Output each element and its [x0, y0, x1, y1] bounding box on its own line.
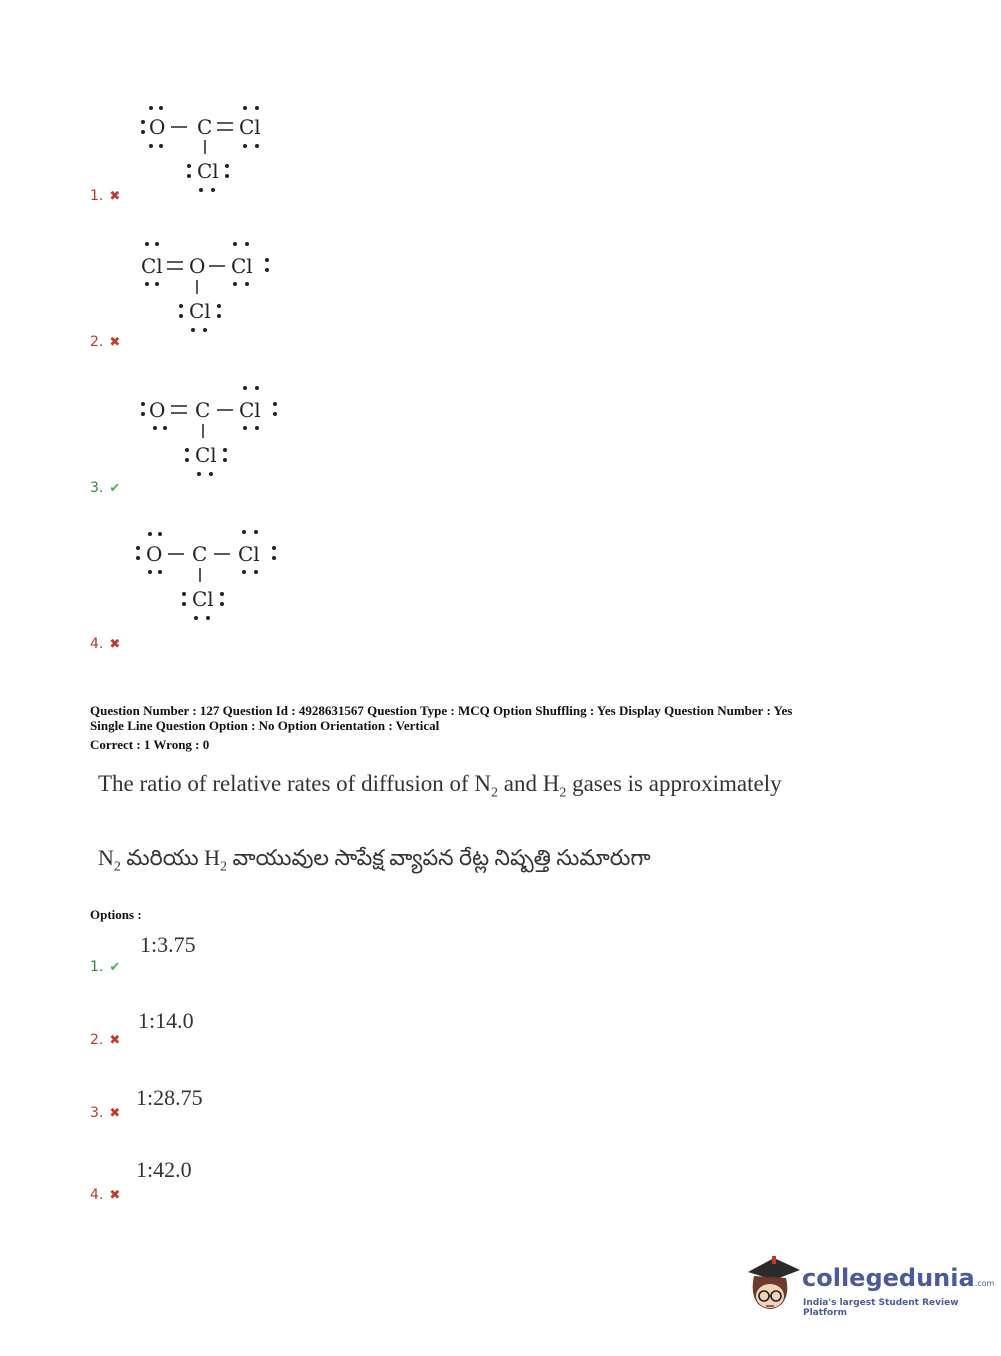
score-line: Correct : 1 Wrong : 0: [90, 737, 210, 752]
lewis-structure-option-3: [135, 380, 295, 490]
option-number: 2. ✖: [90, 334, 121, 350]
option-number: 1. ✖: [90, 188, 121, 204]
option-number: 2. ✖: [90, 1032, 121, 1048]
wrong-mark-icon: ✖: [109, 1188, 121, 1203]
question-meta-line2: Single Line Question Option : No Option Orientation : Vertical: [90, 718, 440, 733]
atom-left: Cl: [141, 254, 163, 278]
option-number: 3. ✔: [90, 480, 121, 496]
atom-center: C: [197, 115, 213, 139]
question-meta: [90, 703, 950, 733]
option-number: 1. ✔: [90, 959, 121, 975]
option-number: 4. ✖: [90, 1187, 121, 1203]
option-value: 1:42.0: [136, 1157, 192, 1182]
wrong-mark-icon: ✖: [109, 637, 121, 652]
correct-check-icon: ✔: [109, 960, 121, 975]
atom-center: C: [195, 398, 211, 422]
atom-right: Cl: [239, 115, 261, 139]
option-value: 1:28.75: [136, 1085, 203, 1110]
logo-wordmark: collegedunia.com: [802, 1264, 995, 1292]
wrong-mark-icon: ✖: [109, 1106, 121, 1121]
option-number: 4. ✖: [90, 636, 121, 652]
question-meta-line1: Question Number : 127 Question Id : 4928631567 Question Type : MCQ Option Shuffling : Yes Display Question Number : Yes: [90, 703, 793, 718]
options-label: Options :: [90, 907, 142, 922]
atom-center: O: [189, 254, 206, 278]
wrong-mark-icon: ✖: [109, 1033, 121, 1048]
atom-left: O: [149, 115, 166, 139]
atom-right: Cl: [238, 542, 260, 566]
atom-left: O: [146, 542, 163, 566]
atom-bottom: Cl: [189, 299, 211, 323]
lewis-structure-option-4: [130, 524, 290, 634]
atom-right: Cl: [231, 254, 253, 278]
option-number: 3. ✖: [90, 1105, 121, 1121]
logo-tagline: India's largest Student Review Platform: [803, 1298, 959, 1318]
wrong-mark-icon: ✖: [109, 189, 121, 204]
lewis-structure-option-1: [135, 98, 295, 208]
option-value: 1:14.0: [138, 1008, 194, 1033]
atom-center: C: [192, 542, 208, 566]
option-value: 1:3.75: [140, 932, 196, 957]
question-text-english: The ratio of relative rates of diffusion of $N_2$ and $H_2$ gases is approximately: [98, 771, 782, 801]
collegedunia-logo: [742, 1250, 995, 1320]
atom-bottom: Cl: [197, 159, 219, 183]
atom-right: Cl: [239, 398, 261, 422]
atom-left: O: [149, 398, 166, 422]
correct-check-icon: ✔: [109, 481, 121, 496]
lewis-structure-option-2: [135, 236, 295, 346]
mascot-icon: [742, 1250, 800, 1316]
question-text-telugu: $N_2$ మరియు $H_2$ వాయువుల సాపేక్ష వ్యాపన రేట్ల నిష్పత్తి సుమారుగా: [98, 845, 651, 875]
atom-bottom: Cl: [192, 587, 214, 611]
atom-bottom: Cl: [195, 443, 217, 467]
wrong-mark-icon: ✖: [109, 335, 121, 350]
